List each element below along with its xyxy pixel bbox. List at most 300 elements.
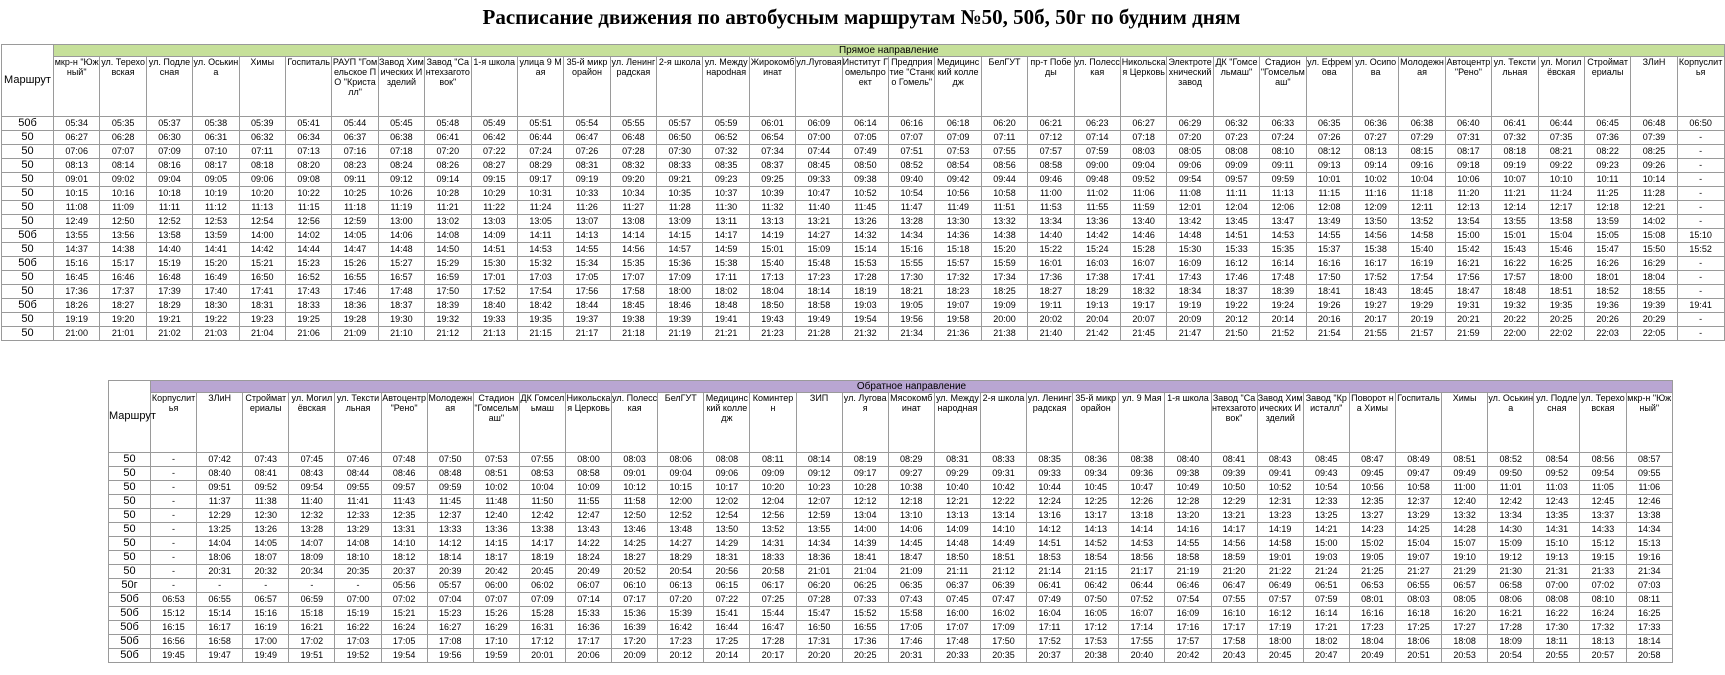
- time-cell: 11:47: [889, 201, 935, 215]
- time-cell: 12:42: [1488, 495, 1534, 509]
- time-cell: 15:29: [425, 257, 471, 271]
- time-cell: 07:23: [1213, 131, 1259, 145]
- time-cell: 07:30: [657, 145, 703, 159]
- time-cell: 18:21: [889, 285, 935, 299]
- time-cell: 16:42: [658, 621, 704, 635]
- time-cell: -: [151, 453, 197, 467]
- time-cell: 16:22: [335, 621, 381, 635]
- time-cell: 12:42: [519, 509, 565, 523]
- time-cell: 21:33: [1580, 565, 1626, 579]
- time-cell: 08:52: [1488, 453, 1534, 467]
- time-cell: 16:03: [1074, 257, 1120, 271]
- time-cell: 07:24: [1260, 131, 1306, 145]
- time-cell: 10:47: [1119, 481, 1165, 495]
- time-cell: 14:25: [612, 537, 658, 551]
- time-cell: 06:48: [1631, 117, 1677, 131]
- time-cell: 17:55: [1119, 635, 1165, 649]
- time-cell: 20:20: [796, 649, 842, 663]
- time-cell: 19:41: [1677, 299, 1724, 313]
- time-cell: 06:35: [888, 579, 934, 593]
- route-number: 50: [109, 453, 151, 467]
- time-cell: 14:34: [796, 537, 842, 551]
- time-cell: 13:48: [658, 523, 704, 537]
- time-cell: 15:20: [193, 257, 239, 271]
- time-cell: 18:27: [100, 299, 146, 313]
- time-cell: 10:11: [1584, 173, 1630, 187]
- time-cell: 07:55: [519, 453, 565, 467]
- table-row: [109, 509, 1673, 523]
- time-cell: 05:56: [381, 579, 427, 593]
- time-cell: 14:53: [1260, 229, 1306, 243]
- time-cell: 16:52: [285, 271, 331, 285]
- time-cell: 10:12: [612, 481, 658, 495]
- time-cell: 14:46: [1120, 229, 1166, 243]
- time-cell: 08:38: [1119, 453, 1165, 467]
- time-cell: 18:55: [1631, 285, 1677, 299]
- time-cell: 09:14: [1352, 159, 1398, 173]
- time-cell: 21:03: [193, 327, 239, 341]
- time-cell: 06:00: [473, 579, 519, 593]
- time-cell: 17:58: [610, 285, 656, 299]
- table-row: [109, 495, 1673, 509]
- time-cell: 11:21: [1492, 187, 1538, 201]
- time-cell: 16:27: [427, 621, 473, 635]
- time-cell: 12:28: [1165, 495, 1211, 509]
- time-cell: 16:21: [1445, 257, 1491, 271]
- time-cell: 10:47: [796, 187, 842, 201]
- time-cell: 18:39: [1260, 285, 1306, 299]
- time-cell: 21:45: [1120, 327, 1166, 341]
- time-cell: -: [1677, 145, 1724, 159]
- time-cell: 14:58: [1257, 537, 1303, 551]
- time-cell: 14:34: [889, 229, 935, 243]
- time-cell: 11:53: [1028, 201, 1074, 215]
- time-cell: 18:52: [1584, 285, 1630, 299]
- time-cell: 20:54: [658, 565, 704, 579]
- time-cell: 20:52: [612, 565, 658, 579]
- time-cell: 14:32: [842, 229, 888, 243]
- time-cell: 17:52: [471, 285, 517, 299]
- time-cell: 19:47: [197, 649, 243, 663]
- time-cell: 09:06: [704, 467, 750, 481]
- time-cell: 07:14: [1074, 131, 1120, 145]
- stop-header: ул. Осипова: [1352, 57, 1398, 117]
- route-number: 50: [2, 215, 54, 229]
- route-number: 50б: [2, 229, 54, 243]
- time-cell: 18:27: [1028, 285, 1074, 299]
- time-cell: 17:54: [1399, 271, 1445, 285]
- time-cell: 09:02: [100, 173, 146, 187]
- time-cell: 11:09: [100, 201, 146, 215]
- stop-header: Химы: [239, 57, 285, 117]
- time-cell: 05:38: [193, 117, 239, 131]
- table-row: [109, 593, 1673, 607]
- time-cell: 17:39: [146, 285, 192, 299]
- time-cell: 12:54: [239, 215, 285, 229]
- time-cell: 08:40: [1165, 453, 1211, 467]
- time-cell: 08:11: [750, 453, 796, 467]
- time-cell: 08:29: [888, 453, 934, 467]
- time-cell: 12:29: [1211, 495, 1257, 509]
- time-cell: 14:30: [1488, 523, 1534, 537]
- time-cell: 09:45: [1349, 467, 1395, 481]
- time-cell: 20:32: [243, 565, 289, 579]
- time-cell: 14:56: [1352, 229, 1398, 243]
- time-cell: 09:54: [289, 481, 335, 495]
- time-cell: 21:31: [1534, 565, 1580, 579]
- time-cell: 14:48: [1167, 229, 1213, 243]
- time-cell: 10:09: [565, 481, 611, 495]
- time-cell: 21:21: [703, 327, 749, 341]
- table-row: [109, 481, 1673, 495]
- time-cell: 14:53: [1119, 537, 1165, 551]
- time-cell: -: [151, 537, 197, 551]
- time-cell: 09:17: [842, 467, 888, 481]
- stop-header: ул. Международная: [934, 393, 980, 453]
- time-cell: 13:50: [1352, 215, 1398, 229]
- time-cell: 15:28: [1120, 243, 1166, 257]
- time-cell: 08:10: [1260, 145, 1306, 159]
- stop-header: ул. Оськина: [193, 57, 239, 117]
- time-cell: 18:58: [1165, 551, 1211, 565]
- time-cell: 19:59: [473, 649, 519, 663]
- time-cell: 17:38: [1074, 271, 1120, 285]
- time-cell: 21:09: [888, 565, 934, 579]
- time-cell: 16:45: [54, 271, 100, 285]
- time-cell: 12:31: [1257, 495, 1303, 509]
- time-cell: 08:08: [1213, 145, 1259, 159]
- time-cell: 09:12: [796, 467, 842, 481]
- time-cell: 21:19: [657, 327, 703, 341]
- time-cell: 12:18: [888, 495, 934, 509]
- time-cell: 12:26: [1119, 495, 1165, 509]
- time-cell: 08:57: [1626, 453, 1673, 467]
- time-cell: 18:54: [1073, 551, 1119, 565]
- time-cell: 16:56: [151, 635, 197, 649]
- time-cell: 20:43: [1211, 649, 1257, 663]
- time-cell: 11:51: [981, 201, 1027, 215]
- time-cell: 06:17: [750, 579, 796, 593]
- time-cell: 17:10: [473, 635, 519, 649]
- time-cell: 12:21: [1631, 201, 1677, 215]
- time-cell: 13:28: [889, 215, 935, 229]
- time-cell: 18:12: [381, 551, 427, 565]
- stop-header: 35-й микрорайон: [564, 57, 610, 117]
- time-cell: 07:09: [519, 593, 565, 607]
- time-cell: 20:31: [888, 649, 934, 663]
- time-cell: 12:24: [1027, 495, 1073, 509]
- time-cell: 12:43: [1534, 495, 1580, 509]
- time-cell: 17:48: [378, 285, 424, 299]
- stop-header: Молодежная: [1399, 57, 1445, 117]
- time-cell: 07:25: [750, 593, 796, 607]
- time-cell: 21:18: [610, 327, 656, 341]
- stop-header: Завод "Сантехзаготовок": [425, 57, 471, 117]
- stop-header: Предприятие "Станко Гомель": [889, 57, 935, 117]
- time-cell: 14:21: [1303, 523, 1349, 537]
- time-cell: 18:31: [239, 299, 285, 313]
- time-cell: 07:02: [1580, 579, 1626, 593]
- stop-header: 2-я школа: [657, 57, 703, 117]
- time-cell: 06:57: [243, 593, 289, 607]
- time-cell: 20:35: [980, 649, 1026, 663]
- time-cell: 11:02: [1074, 187, 1120, 201]
- time-cell: 08:25: [1631, 145, 1677, 159]
- route-number: 50б: [109, 649, 151, 663]
- stop-header: ЗЛиН: [197, 393, 243, 453]
- time-cell: 06:51: [1303, 579, 1349, 593]
- time-cell: 10:52: [1257, 481, 1303, 495]
- time-cell: 18:59: [1211, 551, 1257, 565]
- time-cell: 08:10: [1580, 593, 1626, 607]
- time-cell: 21:15: [517, 327, 563, 341]
- time-cell: 09:04: [1120, 159, 1166, 173]
- time-cell: 14:31: [750, 537, 796, 551]
- time-cell: 09:48: [1074, 173, 1120, 187]
- time-cell: 10:16: [100, 187, 146, 201]
- time-cell: 17:23: [796, 271, 842, 285]
- time-cell: 18:47: [1445, 285, 1491, 299]
- time-cell: 09:41: [1257, 467, 1303, 481]
- time-cell: -: [151, 523, 197, 537]
- time-cell: 14:15: [657, 229, 703, 243]
- time-cell: 21:17: [564, 327, 610, 341]
- time-cell: 20:56: [704, 565, 750, 579]
- stop-header: 35-й микрорайон: [1073, 393, 1119, 453]
- time-cell: 10:35: [657, 187, 703, 201]
- time-cell: 16:25: [1538, 257, 1584, 271]
- time-cell: 18:27: [612, 551, 658, 565]
- time-cell: 20:58: [1626, 649, 1673, 663]
- time-cell: 13:34: [1028, 215, 1074, 229]
- route-number: 50: [2, 173, 54, 187]
- time-cell: 17:36: [1028, 271, 1074, 285]
- time-cell: 15:01: [1492, 229, 1538, 243]
- time-cell: 13:16: [1027, 509, 1073, 523]
- time-cell: 10:02: [1352, 173, 1398, 187]
- time-cell: -: [1677, 313, 1724, 327]
- time-cell: 14:28: [1442, 523, 1488, 537]
- time-cell: 19:30: [378, 313, 424, 327]
- time-cell: -: [197, 579, 243, 593]
- time-cell: 12:47: [565, 509, 611, 523]
- time-cell: 12:00: [658, 495, 704, 509]
- stop-header: Коминтерн: [750, 393, 796, 453]
- time-cell: 13:26: [243, 523, 289, 537]
- time-cell: 18:51: [980, 551, 1026, 565]
- time-cell: 06:32: [239, 131, 285, 145]
- time-cell: 20:14: [704, 649, 750, 663]
- time-cell: 13:32: [1442, 509, 1488, 523]
- time-cell: 21:14: [1027, 565, 1073, 579]
- time-cell: 17:09: [657, 271, 703, 285]
- stop-header: Институт Гомельпроект: [842, 57, 888, 117]
- time-cell: 08:56: [981, 159, 1027, 173]
- time-cell: 15:38: [703, 257, 749, 271]
- time-cell: 06:21: [1028, 117, 1074, 131]
- time-cell: 07:52: [1119, 593, 1165, 607]
- time-cell: 09:23: [1584, 159, 1630, 173]
- time-cell: 11:08: [54, 201, 100, 215]
- time-cell: 11:25: [1584, 187, 1630, 201]
- table-row: [109, 607, 1673, 621]
- time-cell: 07:04: [427, 593, 473, 607]
- time-cell: 07:03: [1626, 579, 1673, 593]
- time-cell: 10:02: [473, 481, 519, 495]
- time-cell: 17:05: [888, 621, 934, 635]
- time-cell: 15:02: [1349, 537, 1395, 551]
- time-cell: 07:32: [1492, 131, 1538, 145]
- time-cell: 08:44: [335, 467, 381, 481]
- time-cell: 14:10: [980, 523, 1026, 537]
- time-cell: 07:48: [381, 453, 427, 467]
- time-cell: 20:25: [842, 649, 888, 663]
- time-cell: 16:59: [425, 271, 471, 285]
- time-cell: 08:51: [473, 467, 519, 481]
- time-cell: 16:44: [704, 621, 750, 635]
- time-cell: 12:52: [658, 509, 704, 523]
- time-cell: 13:55: [796, 523, 842, 537]
- time-cell: 16:50: [239, 271, 285, 285]
- time-cell: 10:31: [517, 187, 563, 201]
- time-cell: 07:36: [1584, 131, 1630, 145]
- time-cell: -: [1677, 215, 1724, 229]
- time-cell: 10:50: [1211, 481, 1257, 495]
- time-cell: 17:23: [658, 635, 704, 649]
- time-cell: 20:14: [1260, 313, 1306, 327]
- time-cell: 18:29: [1074, 285, 1120, 299]
- time-cell: 14:33: [1580, 523, 1626, 537]
- time-cell: 06:38: [1399, 117, 1445, 131]
- time-cell: 07:18: [1120, 131, 1166, 145]
- time-cell: 20:37: [381, 565, 427, 579]
- time-cell: 17:09: [980, 621, 1026, 635]
- time-cell: 18:10: [335, 551, 381, 565]
- time-cell: 15:42: [1445, 243, 1491, 257]
- time-cell: -: [289, 579, 335, 593]
- time-cell: 15:04: [1538, 229, 1584, 243]
- time-cell: -: [151, 481, 197, 495]
- time-cell: 10:07: [1492, 173, 1538, 187]
- route-number: 50: [109, 495, 151, 509]
- time-cell: 17:03: [517, 271, 563, 285]
- time-cell: 13:29: [335, 523, 381, 537]
- stop-header: Завод "Сантехзаготовок": [1211, 393, 1257, 453]
- time-cell: 08:16: [146, 159, 192, 173]
- time-cell: 18:09: [1488, 635, 1534, 649]
- time-cell: 10:19: [193, 187, 239, 201]
- page-title: Расписание движения по автобусным маршрутам №50, 50б, 50г по будним дням: [482, 5, 1241, 29]
- stop-header: ДК Гомсельмаш: [519, 393, 565, 453]
- time-cell: 15:38: [1352, 243, 1398, 257]
- time-cell: 11:19: [378, 201, 424, 215]
- time-cell: 14:56: [610, 243, 656, 257]
- time-cell: 18:53: [1027, 551, 1073, 565]
- time-cell: 15:23: [285, 257, 331, 271]
- time-cell: 08:17: [1445, 145, 1491, 159]
- route-number: 50: [109, 509, 151, 523]
- time-cell: 15:52: [1677, 243, 1724, 257]
- time-cell: 15:58: [888, 607, 934, 621]
- time-cell: 13:11: [703, 215, 749, 229]
- time-cell: 14:39: [842, 537, 888, 551]
- time-cell: 08:33: [657, 159, 703, 173]
- table-row: [109, 635, 1673, 649]
- route-number: 50б: [109, 621, 151, 635]
- time-cell: 19:13: [1534, 551, 1580, 565]
- time-cell: 07:26: [1306, 131, 1352, 145]
- table-row: [2, 243, 1725, 257]
- time-cell: 07:22: [704, 593, 750, 607]
- time-cell: 11:40: [289, 495, 335, 509]
- time-cell: 16:24: [1580, 607, 1626, 621]
- time-cell: 08:05: [1167, 145, 1213, 159]
- time-cell: 11:05: [1580, 481, 1626, 495]
- time-cell: 05:35: [100, 117, 146, 131]
- time-cell: 15:22: [1028, 243, 1074, 257]
- time-cell: 06:25: [842, 579, 888, 593]
- time-cell: 06:33: [1260, 117, 1306, 131]
- time-cell: 15:40: [749, 257, 795, 271]
- time-cell: 06:27: [54, 131, 100, 145]
- time-cell: 21:47: [1167, 327, 1213, 341]
- time-cell: 09:31: [980, 467, 1026, 481]
- time-cell: 09:14: [425, 173, 471, 187]
- time-cell: 12:32: [289, 509, 335, 523]
- time-cell: 20:49: [1349, 649, 1395, 663]
- time-cell: 12:35: [381, 509, 427, 523]
- time-cell: 20:19: [1399, 313, 1445, 327]
- route-number: 50: [109, 537, 151, 551]
- time-cell: 17:14: [1119, 621, 1165, 635]
- time-cell: 09:25: [749, 173, 795, 187]
- time-cell: 07:35: [1538, 131, 1584, 145]
- route-column-header: Маршрут: [109, 381, 151, 453]
- stop-header: ул. Тереховская: [100, 57, 146, 117]
- time-cell: 09:06: [1167, 159, 1213, 173]
- time-cell: 20:04: [1074, 313, 1120, 327]
- time-cell: 11:22: [471, 201, 517, 215]
- time-cell: 15:14: [842, 243, 888, 257]
- time-cell: 14:16: [1165, 523, 1211, 537]
- time-cell: 14:19: [1257, 523, 1303, 537]
- time-cell: 18:25: [981, 285, 1027, 299]
- time-cell: 06:47: [1211, 579, 1257, 593]
- time-cell: 13:40: [1120, 215, 1166, 229]
- time-cell: 20:29: [1631, 313, 1677, 327]
- stop-header: Стройматериалы: [1584, 57, 1630, 117]
- time-cell: 08:36: [1073, 453, 1119, 467]
- time-cell: 14:57: [657, 243, 703, 257]
- time-cell: 10:38: [888, 481, 934, 495]
- time-cell: 05:44: [332, 117, 378, 131]
- time-cell: 09:39: [1211, 467, 1257, 481]
- time-cell: 13:30: [935, 215, 981, 229]
- time-cell: 09:19: [564, 173, 610, 187]
- time-cell: 16:10: [1211, 607, 1257, 621]
- time-cell: 12:49: [54, 215, 100, 229]
- time-cell: 21:50: [1213, 327, 1259, 341]
- time-cell: 09:08: [285, 173, 331, 187]
- time-cell: 08:15: [1399, 145, 1445, 159]
- time-cell: 06:32: [1213, 117, 1259, 131]
- time-cell: 06:59: [289, 593, 335, 607]
- time-cell: 07:57: [1028, 145, 1074, 159]
- time-cell: 21:54: [1306, 327, 1352, 341]
- time-cell: 13:21: [1211, 509, 1257, 523]
- time-cell: 15:39: [658, 607, 704, 621]
- time-cell: 11:28: [1631, 187, 1677, 201]
